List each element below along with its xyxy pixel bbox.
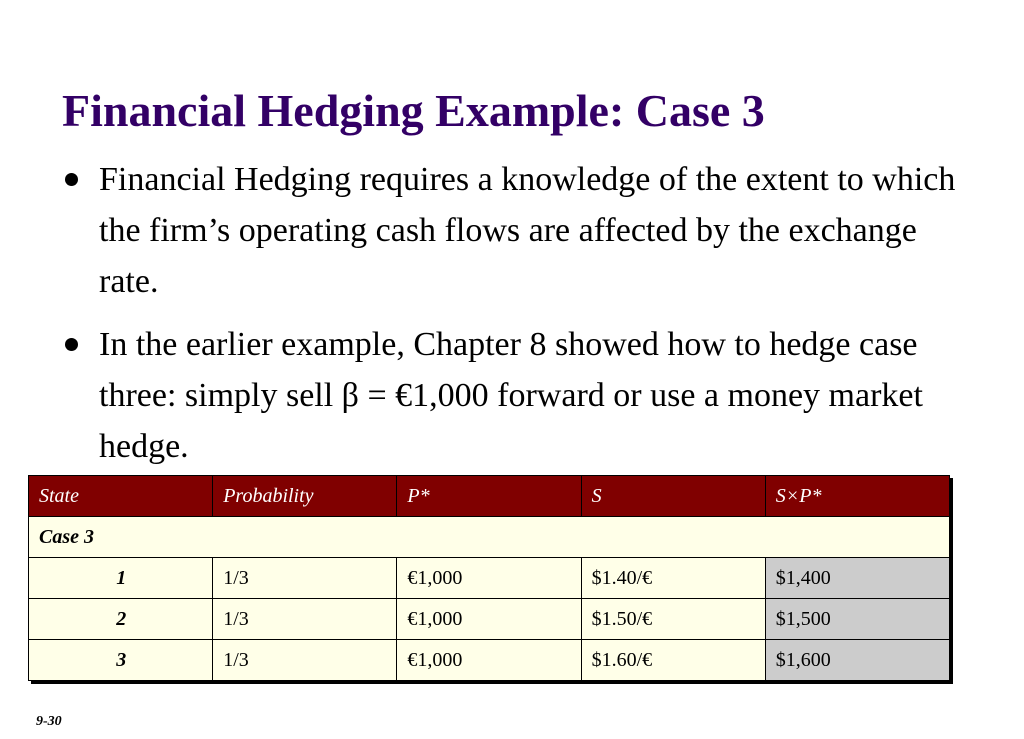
header-state: State bbox=[29, 476, 213, 517]
spot-rate-cell: $1.40/€ bbox=[581, 558, 765, 599]
price-cell: €1,000 bbox=[397, 599, 581, 640]
table-row bbox=[29, 640, 950, 681]
table-row bbox=[29, 558, 950, 599]
table-header-row bbox=[29, 476, 950, 517]
dollar-value-cell: $1,600 bbox=[765, 640, 949, 681]
bullet-dot-icon bbox=[65, 338, 78, 351]
bullet-list bbox=[62, 154, 962, 484]
state-cell: 2 bbox=[29, 599, 213, 640]
hedging-table bbox=[28, 475, 950, 681]
header-probability: Probability bbox=[213, 476, 397, 517]
spot-rate-cell: $1.60/€ bbox=[581, 640, 765, 681]
probability-cell: 1/3 bbox=[213, 640, 397, 681]
header-spot-rate: S bbox=[581, 476, 765, 517]
spot-rate-cell: $1.50/€ bbox=[581, 599, 765, 640]
bullet-text: Financial Hedging requires a knowledge of the extent to which the firm’s operating cash flows are affected by the exchange rate. bbox=[99, 161, 956, 300]
dollar-value-cell: $1,500 bbox=[765, 599, 949, 640]
bullet-dot-icon bbox=[65, 173, 78, 186]
state-cell: 3 bbox=[29, 640, 213, 681]
price-cell: €1,000 bbox=[397, 640, 581, 681]
bullet-text: In the earlier example, Chapter 8 showed how to hedge case three: simply sell β = €1,000 forward or use a money market hedge. bbox=[99, 326, 923, 465]
bullet-item bbox=[62, 319, 962, 472]
price-cell: €1,000 bbox=[397, 558, 581, 599]
slide-title: Financial Hedging Example: Case 3 bbox=[62, 85, 765, 136]
header-price: P* bbox=[397, 476, 581, 517]
table-group-row bbox=[29, 517, 950, 558]
table-row bbox=[29, 599, 950, 640]
state-cell: 1 bbox=[29, 558, 213, 599]
probability-cell: 1/3 bbox=[213, 599, 397, 640]
case-label: Case 3 bbox=[29, 517, 950, 558]
bullet-item bbox=[62, 154, 962, 307]
page-number: 9-30 bbox=[36, 714, 62, 729]
header-dollar-value: S×P* bbox=[765, 476, 949, 517]
dollar-value-cell: $1,400 bbox=[765, 558, 949, 599]
probability-cell: 1/3 bbox=[213, 558, 397, 599]
